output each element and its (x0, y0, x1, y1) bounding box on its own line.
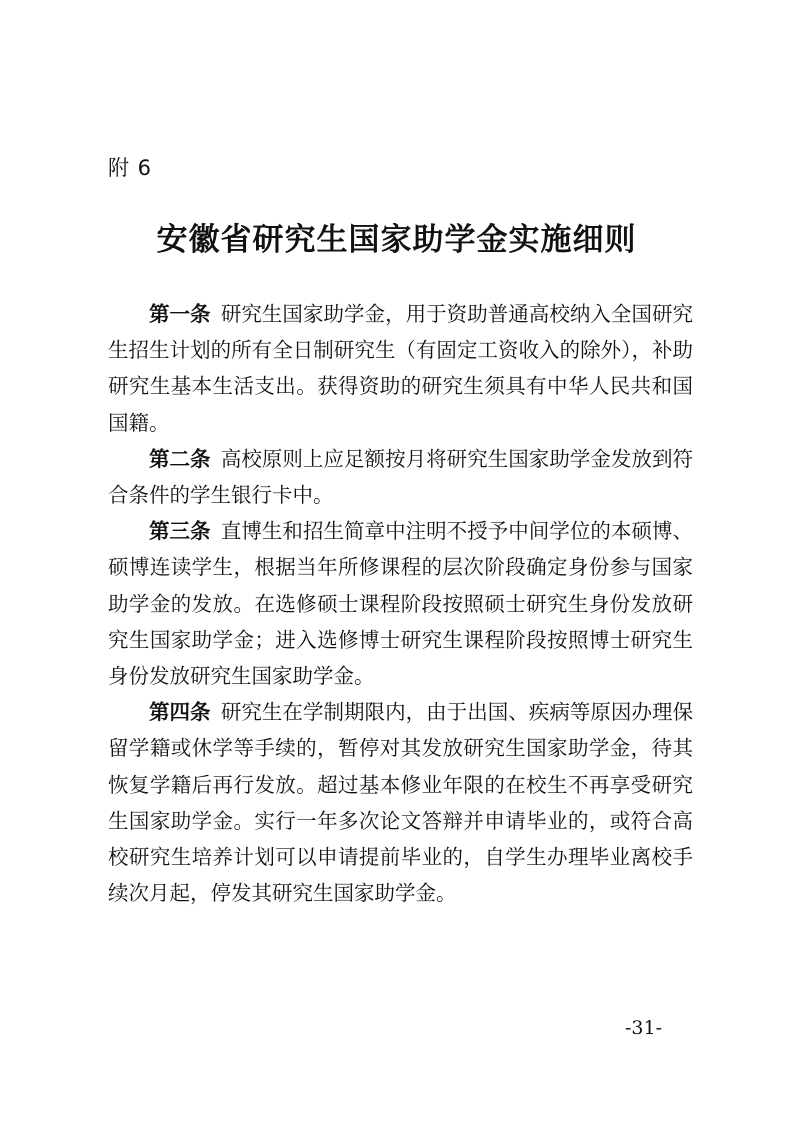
article-number: 第一条 (149, 302, 211, 326)
article-text: 直博生和招生简章中注明不授予中间学位的本硕博、硕博连读学生，根据当年所修课程的层次阶段确定身份参与国家助学金的发放。在选修硕士课程阶段按照硕士研究生身份发放研究生国家助学金；进入选修博士研究生课程阶段按照博士研究生身份发放研究生国家助学金。 (108, 519, 694, 689)
article-4 (108, 694, 693, 911)
document-title: 安徽省研究生国家助学金实施细则 (156, 222, 637, 258)
document-body (108, 296, 693, 911)
article-text: 高校原则上应足额按月将研究生国家助学金发放到符合条件的学生银行卡中。 (108, 446, 694, 508)
article-number: 第四条 (149, 700, 211, 725)
article-number: 第二条 (149, 446, 211, 471)
attachment-label: 附 6 (108, 156, 153, 180)
article-text: 研究生国家助学金，用于资助普通高校纳入全国研究生招生计划的所有全日制研究生（有固定工资收入的除外），补助研究生基本生活支出。获得资助的研究生须具有中华人民共和国国籍。 (108, 302, 694, 435)
page-number: -31- (625, 1017, 663, 1039)
article-text: 研究生在学制期限内，由于出国、疾病等原因办理保留学籍或休学等手续的，暂停对其发放研究生国家助学金，待其恢复学籍后再行发放。超过基本修业年限的在校生不再享受研究生国家助学金。实行一年多次论文答辩并申请毕业的，或符合高校研究生培养计划可以申请提前毕业的，自学生办理毕业离校手续次月起，停发其研究生国家助学金。 (108, 700, 694, 906)
article-3 (108, 513, 693, 694)
article-2 (108, 441, 693, 513)
article-1 (108, 296, 693, 441)
article-number: 第三条 (149, 519, 211, 544)
